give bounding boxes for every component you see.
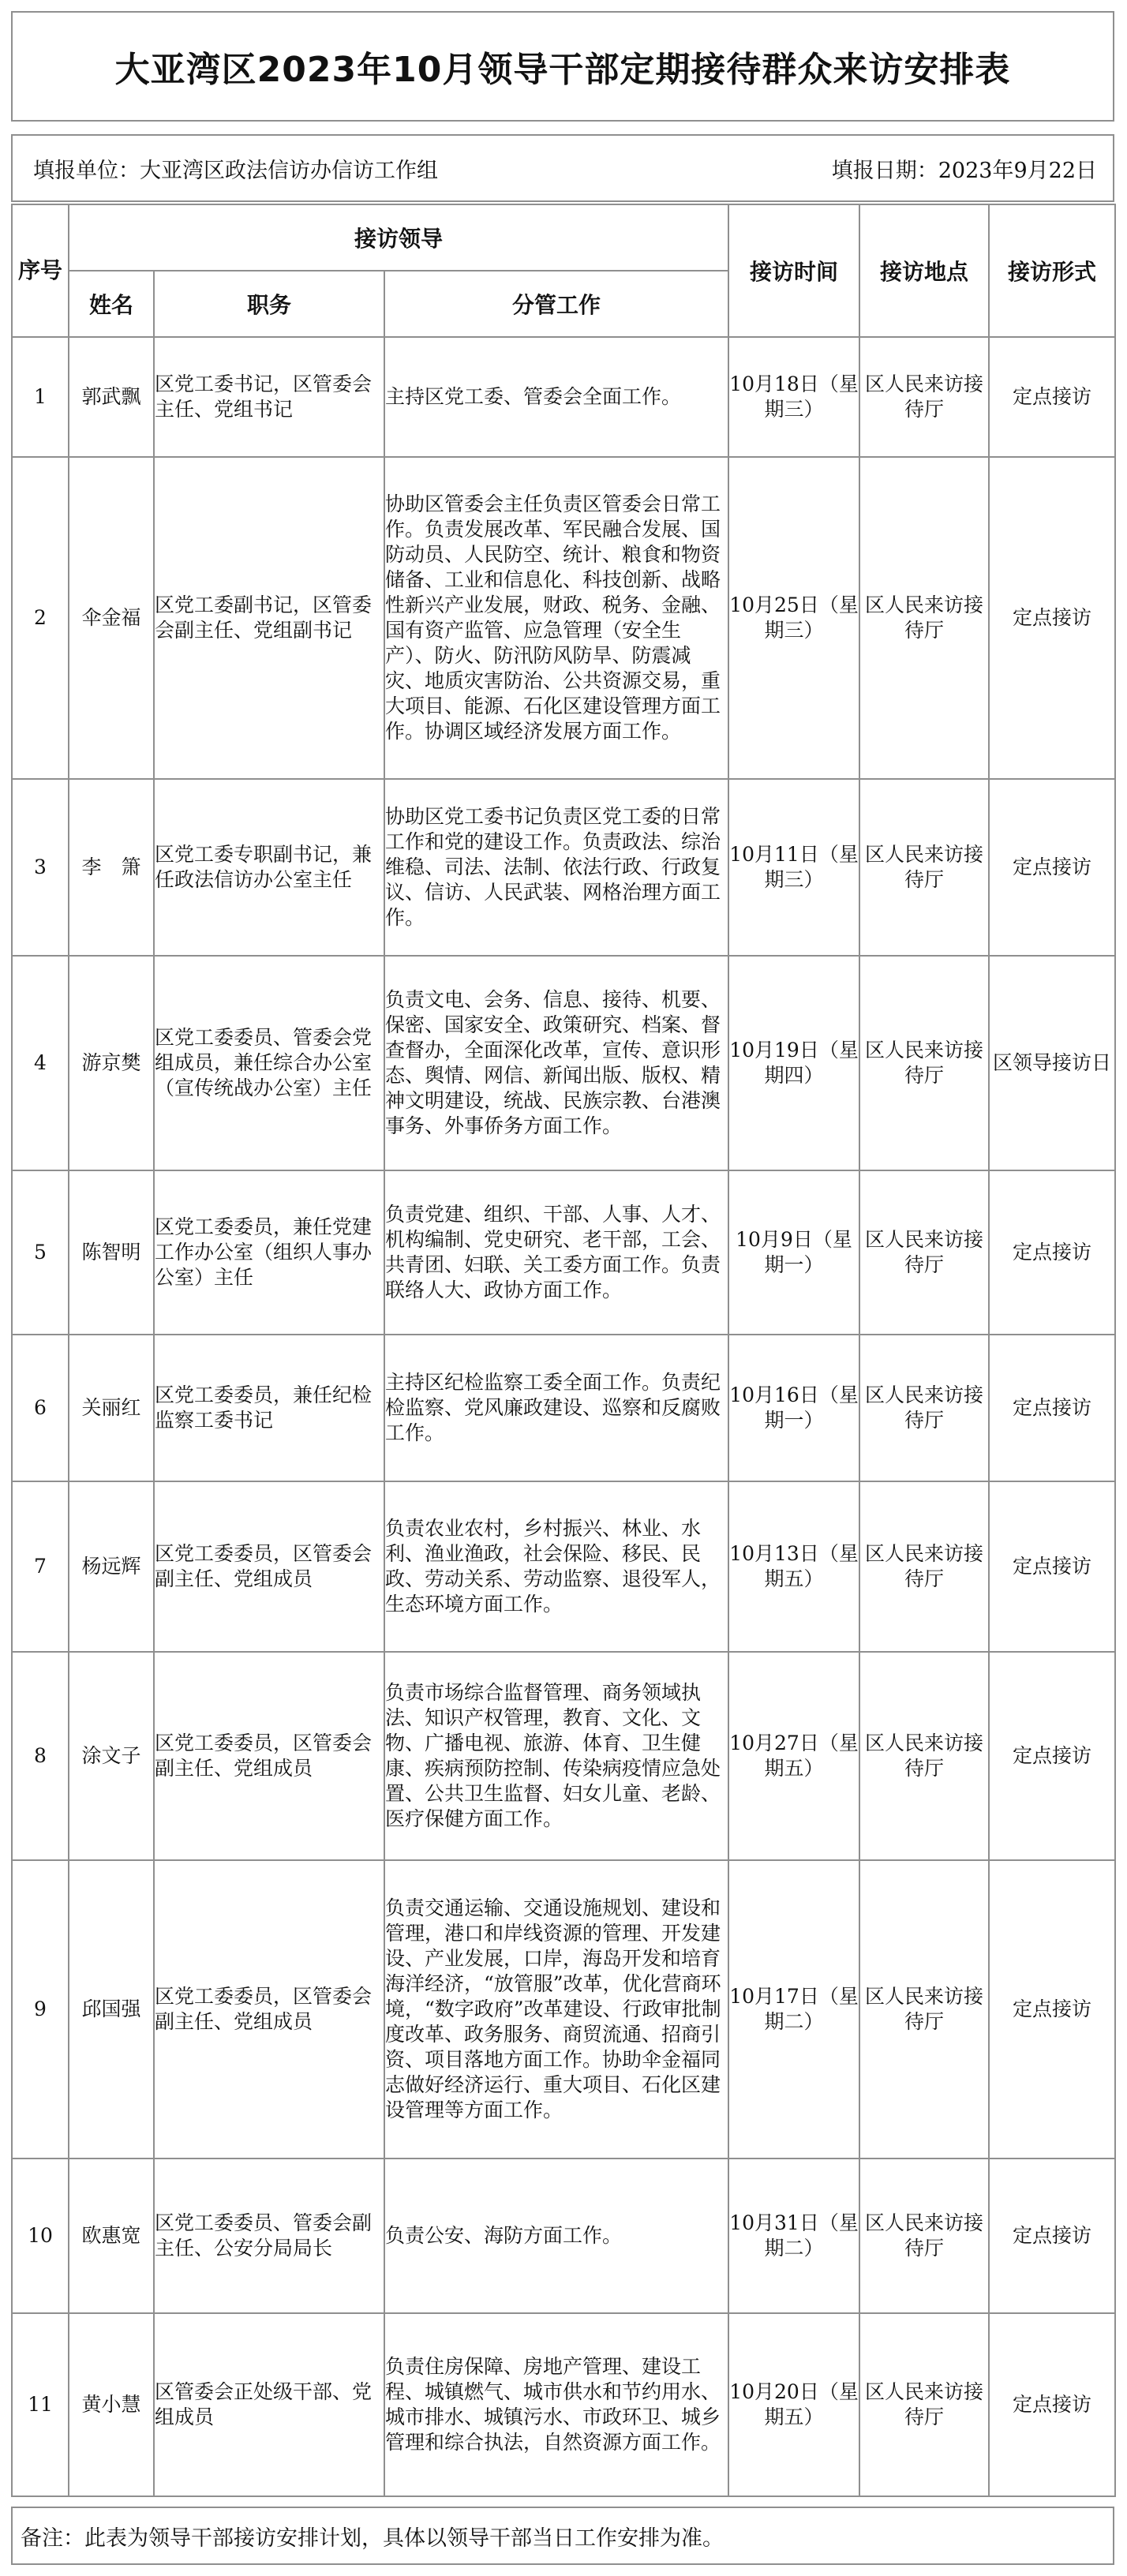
- position-cell: 区党工委委员、管委会副主任、公安分局局长: [154, 2159, 384, 2313]
- seq-cell: 4: [12, 956, 69, 1170]
- name-header: 姓名: [69, 271, 154, 337]
- place-cell: 区人民来访接待厅: [859, 1481, 989, 1652]
- form-header: 接访形式: [989, 204, 1115, 337]
- seq-cell: 6: [12, 1335, 69, 1481]
- name-cell: 陈智明: [69, 1170, 154, 1335]
- name-cell: 李 箫: [69, 779, 154, 956]
- position-cell: 区党工委委员，兼任党建工作办公室（组织人事办公室）主任: [154, 1170, 384, 1335]
- seq-cell: 10: [12, 2159, 69, 2313]
- seq-cell: 1: [12, 337, 69, 457]
- footnote-bar: [11, 2507, 1114, 2565]
- seq-cell: 5: [12, 1170, 69, 1335]
- position-cell: 区党工委委员、管委会党组成员，兼任综合办公室（宣传统战办公室）主任: [154, 956, 384, 1170]
- seq-header: 序号: [12, 204, 69, 337]
- time-cell: 10月9日（星期一）: [728, 1170, 859, 1335]
- position-cell: 区党工委委员，区管委会副主任、党组成员: [154, 1652, 384, 1860]
- form-cell: 定点接访: [989, 1652, 1115, 1860]
- header-row-1: [12, 204, 1115, 271]
- seq-cell: 9: [12, 1860, 69, 2159]
- seq-cell: 3: [12, 779, 69, 956]
- position-header: 职务: [154, 271, 384, 337]
- position-cell: 区党工委副书记，区管委会副主任、党组副书记: [154, 457, 384, 779]
- duty-cell: 负责文电、会务、信息、接待、机要、保密、国家安全、政策研究、档案、督查督办，全面深化改革，宣传、意识形态、舆情、网信、新闻出版、版权、精神文明建设，统战、民族宗教、台港澳事务、外事侨务方面工作。: [384, 956, 728, 1170]
- time-cell: 10月20日（星期五）: [728, 2313, 859, 2496]
- form-cell: 定点接访: [989, 457, 1115, 779]
- place-cell: 区人民来访接待厅: [859, 1170, 989, 1335]
- filing-unit: 填报单位：大亚湾区政法信访办信访工作组: [33, 158, 438, 183]
- place-cell: 区人民来访接待厅: [859, 2159, 989, 2313]
- name-cell: 杨远辉: [69, 1481, 154, 1652]
- name-cell: 欧惠宽: [69, 2159, 154, 2313]
- place-cell: 区人民来访接待厅: [859, 779, 989, 956]
- table-row: [12, 1652, 1115, 1860]
- table-row: [12, 337, 1115, 457]
- form-cell: 定点接访: [989, 337, 1115, 457]
- place-cell: 区人民来访接待厅: [859, 1652, 989, 1860]
- table-row: [12, 457, 1115, 779]
- form-cell: 定点接访: [989, 1335, 1115, 1481]
- form-cell: 定点接访: [989, 2159, 1115, 2313]
- position-cell: 区党工委委员，兼任纪检监察工委书记: [154, 1335, 384, 1481]
- schedule-table: [11, 204, 1116, 2497]
- seq-cell: 7: [12, 1481, 69, 1652]
- duty-cell: 负责市场综合监督管理、商务领域执法、知识产权管理，教育、文化、文物、广播电视、旅游、体育、卫生健康、疾病预防控制、传染病疫情应急处置、公共卫生监督、妇女儿童、老龄、医疗保健方面工作。: [384, 1652, 728, 1860]
- table-row: [12, 1170, 1115, 1335]
- place-cell: 区人民来访接待厅: [859, 956, 989, 1170]
- time-cell: 10月31日（星期二）: [728, 2159, 859, 2313]
- time-cell: 10月11日（星期三）: [728, 779, 859, 956]
- name-cell: 邱国强: [69, 1860, 154, 2159]
- seq-cell: 8: [12, 1652, 69, 1860]
- filing-date: 填报日期：2023年9月22日: [831, 158, 1097, 183]
- time-cell: 10月16日（星期一）: [728, 1335, 859, 1481]
- duty-cell: 协助区党工委书记负责区党工委的日常工作和党的建设工作。负责政法、综治维稳、司法、法制、依法行政、行政复议、信访、人民武装、网格治理方面工作。: [384, 779, 728, 956]
- form-cell: 定点接访: [989, 1860, 1115, 2159]
- position-cell: 区管委会正处级干部、党组成员: [154, 2313, 384, 2496]
- time-cell: 10月18日（星期三）: [728, 337, 859, 457]
- duty-cell: 负责住房保障、房地产管理、建设工程、城镇燃气、城市供水和节约用水、城市排水、城镇污水、市政环卫、城乡管理和综合执法，自然资源方面工作。: [384, 2313, 728, 2496]
- time-cell: 10月27日（星期五）: [728, 1652, 859, 1860]
- place-cell: 区人民来访接待厅: [859, 1335, 989, 1481]
- duty-cell: 主持区纪检监察工委全面工作。负责纪检监察、党风廉政建设、巡察和反腐败工作。: [384, 1335, 728, 1481]
- time-cell: 10月19日（星期四）: [728, 956, 859, 1170]
- form-cell: 定点接访: [989, 2313, 1115, 2496]
- table-row: [12, 2313, 1115, 2496]
- table-row: [12, 779, 1115, 956]
- position-cell: 区党工委书记，区管委会主任、党组书记: [154, 337, 384, 457]
- time-cell: 10月17日（星期二）: [728, 1860, 859, 2159]
- duty-cell: 主持区党工委、管委会全面工作。: [384, 337, 728, 457]
- seq-cell: 11: [12, 2313, 69, 2496]
- place-cell: 区人民来访接待厅: [859, 457, 989, 779]
- table-row: [12, 1335, 1115, 1481]
- position-cell: 区党工委专职副书记，兼任政法信访办公室主任: [154, 779, 384, 956]
- duty-cell: 负责公安、海防方面工作。: [384, 2159, 728, 2313]
- duty-cell: 负责党建、组织、干部、人事、人才、机构编制、党史研究、老干部，工会、共青团、妇联、关工委方面工作。负责联络人大、政协方面工作。: [384, 1170, 728, 1335]
- form-cell: 定点接访: [989, 779, 1115, 956]
- place-cell: 区人民来访接待厅: [859, 1860, 989, 2159]
- name-cell: 郭武飘: [69, 337, 154, 457]
- name-cell: 伞金福: [69, 457, 154, 779]
- time-cell: 10月25日（星期三）: [728, 457, 859, 779]
- leader-group-header: 接访领导: [69, 204, 728, 271]
- time-header: 接访时间: [728, 204, 859, 337]
- title-bar: [11, 11, 1114, 122]
- form-cell: 区领导接访日: [989, 956, 1115, 1170]
- place-cell: 区人民来访接待厅: [859, 337, 989, 457]
- position-cell: 区党工委委员，区管委会副主任、党组成员: [154, 1481, 384, 1652]
- place-header: 接访地点: [859, 204, 989, 337]
- duty-cell: 协助区管委会主任负责区管委会日常工作。负责发展改革、军民融合发展、国防动员、人民防空、统计、粮食和物资储备、工业和信息化、科技创新、战略性新兴产业发展，财政、税务、金融、国有资产监管、应急管理（安全生产）、防火、防汛防风防旱、防震减灾、地质灾害防治、公共资源交易，重大项目、能源、石化区建设管理方面工作。协调区域经济发展方面工作。: [384, 457, 728, 779]
- meta-bar: [11, 134, 1114, 202]
- page-title: 大亚湾区2023年10月领导干部定期接待群众来访安排表: [114, 50, 1011, 90]
- table-row: [12, 1481, 1115, 1652]
- name-cell: 游京樊: [69, 956, 154, 1170]
- name-cell: 涂文子: [69, 1652, 154, 1860]
- form-cell: 定点接访: [989, 1170, 1115, 1335]
- duty-header: 分管工作: [384, 271, 728, 337]
- footnote: 备注：此表为领导干部接访安排计划，具体以领导干部当日工作安排为准。: [21, 2525, 724, 2551]
- name-cell: 黄小慧: [69, 2313, 154, 2496]
- place-cell: 区人民来访接待厅: [859, 2313, 989, 2496]
- table-row: [12, 1860, 1115, 2159]
- name-cell: 关丽红: [69, 1335, 154, 1481]
- position-cell: 区党工委委员，区管委会副主任、党组成员: [154, 1860, 384, 2159]
- table-row: [12, 2159, 1115, 2313]
- duty-cell: 负责交通运输、交通设施规划、建设和管理，港口和岸线资源的管理、开发建设、产业发展，口岸，海岛开发和培育海洋经济，“放管服”改革，优化营商环境，“数字政府”改革建设、行政审批制度改革、政务服务、商贸流通、招商引资、项目落地方面工作。协助伞金福同志做好经济运行、重大项目、石化区建设管理等方面工作。: [384, 1860, 728, 2159]
- seq-cell: 2: [12, 457, 69, 779]
- form-cell: 定点接访: [989, 1481, 1115, 1652]
- time-cell: 10月13日（星期五）: [728, 1481, 859, 1652]
- table-row: [12, 956, 1115, 1170]
- duty-cell: 负责农业农村，乡村振兴、林业、水利、渔业渔政，社会保险、移民、民政、劳动关系、劳动监察、退役军人，生态环境方面工作。: [384, 1481, 728, 1652]
